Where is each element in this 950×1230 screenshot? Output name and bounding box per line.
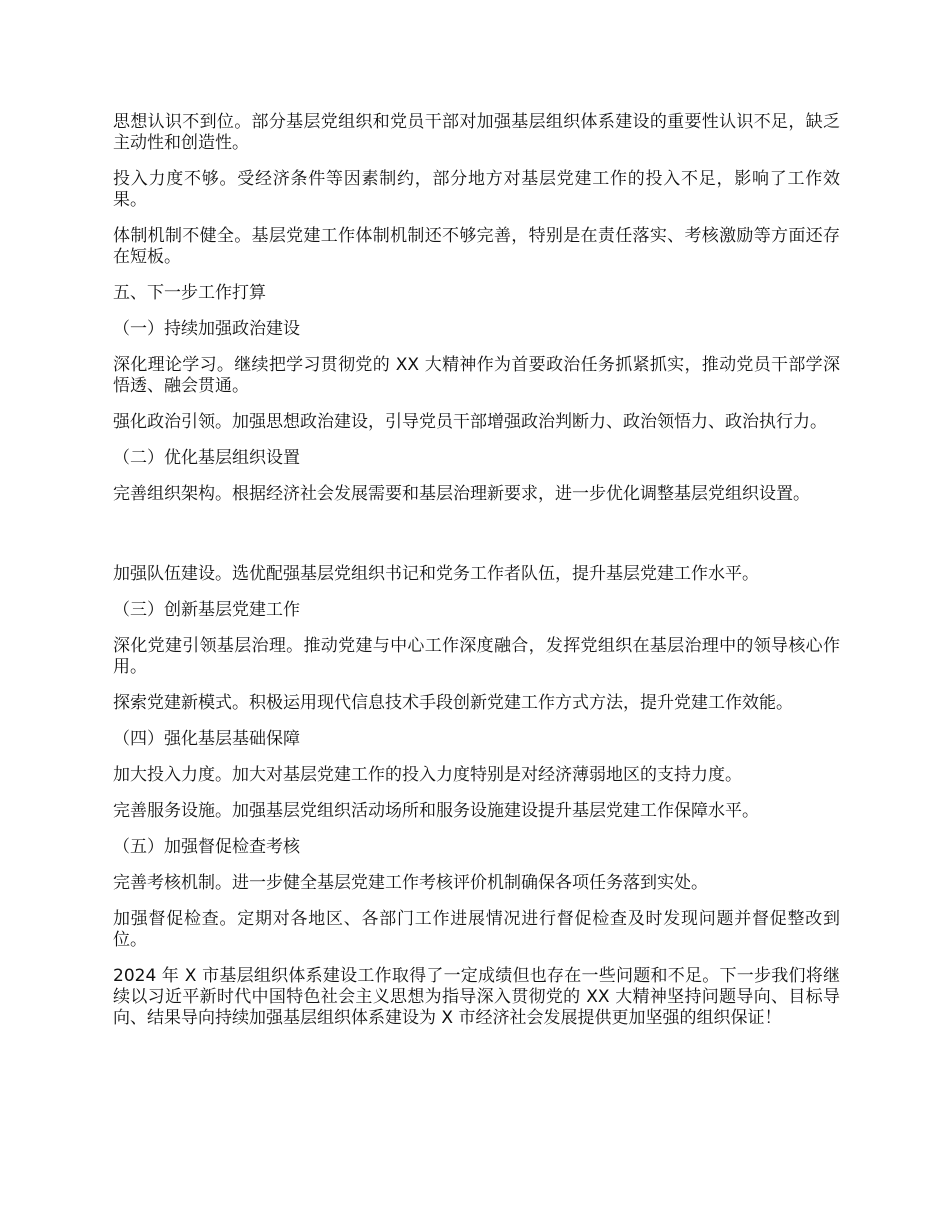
document-body (113, 112, 840, 1044)
subsection-heading: （一）持续加强政治建设 (113, 319, 300, 339)
subsection-heading: （二）优化基层组织设置 (113, 448, 300, 468)
paragraph: 思想认识不到位。部分基层党组织和党员干部对加强基层组织体系建设的重要性认识不足，缺乏主动性和创造性。 (113, 112, 840, 153)
section-heading: 五、下一步工作打算 (113, 283, 266, 303)
paragraph: 加大投入力度。加大对基层党建工作的投入力度特别是对经济薄弱地区的支持力度。 (113, 765, 742, 785)
paragraph: 深化党建引领基层治理。推动党建与中心工作深度融合，发挥党组织在基层治理中的领导核心作用。 (113, 636, 840, 677)
paragraph: 强化政治引领。加强思想政治建设，引导党员干部增强政治判断力、政治领悟力、政治执行力。 (113, 412, 827, 432)
subsection-heading: （三）创新基层党建工作 (113, 600, 300, 620)
paragraph: 投入力度不够。受经济条件等因素制约，部分地方对基层党建工作的投入不足，影响了工作效果。 (113, 169, 840, 210)
paragraph: 完善服务设施。加强基层党组织活动场所和服务设施建设提升基层党建工作保障水平。 (113, 801, 759, 821)
paragraph: 完善考核机制。进一步健全基层党建工作考核评价机制确保各项任务落到实处。 (113, 873, 708, 893)
paragraph: 加强队伍建设。选优配强基层党组织书记和党务工作者队伍，提升基层党建工作水平。 (113, 564, 759, 584)
conclusion-paragraph: 2024 年 X 市基层组织体系建设工作取得了一定成绩但也存在一些问题和不足。下一步我们将继续以习近平新时代中国特色社会主义思想为指导深入贯彻党的 XX 大精神坚持问题导向、目标导向、结果导向持续加强基层组织体系建设为 X 市经济社会发展提供更加坚强的组织保证！ (113, 966, 840, 1028)
subsection-heading: （五）加强督促检查考核 (113, 837, 300, 857)
paragraph: 深化理论学习。继续把学习贯彻党的 XX 大精神作为首要政治任务抓紧抓实，推动党员干部学深悟透、融会贯通。 (113, 355, 840, 396)
blank-space (113, 520, 840, 564)
paragraph: 探索党建新模式。积极运用现代信息技术手段创新党建工作方式方法，提升党建工作效能。 (113, 693, 793, 713)
paragraph: 加强督促检查。定期对各地区、各部门工作进展情况进行督促检查及时发现问题并督促整改到位。 (113, 909, 840, 950)
paragraph: 体制机制不健全。基层党建工作体制机制还不够完善，特别是在责任落实、考核激励等方面还存在短板。 (113, 226, 840, 267)
subsection-heading: （四）强化基层基础保障 (113, 729, 300, 749)
paragraph: 完善组织架构。根据经济社会发展需要和基层治理新要求，进一步优化调整基层党组织设置。 (113, 484, 810, 504)
